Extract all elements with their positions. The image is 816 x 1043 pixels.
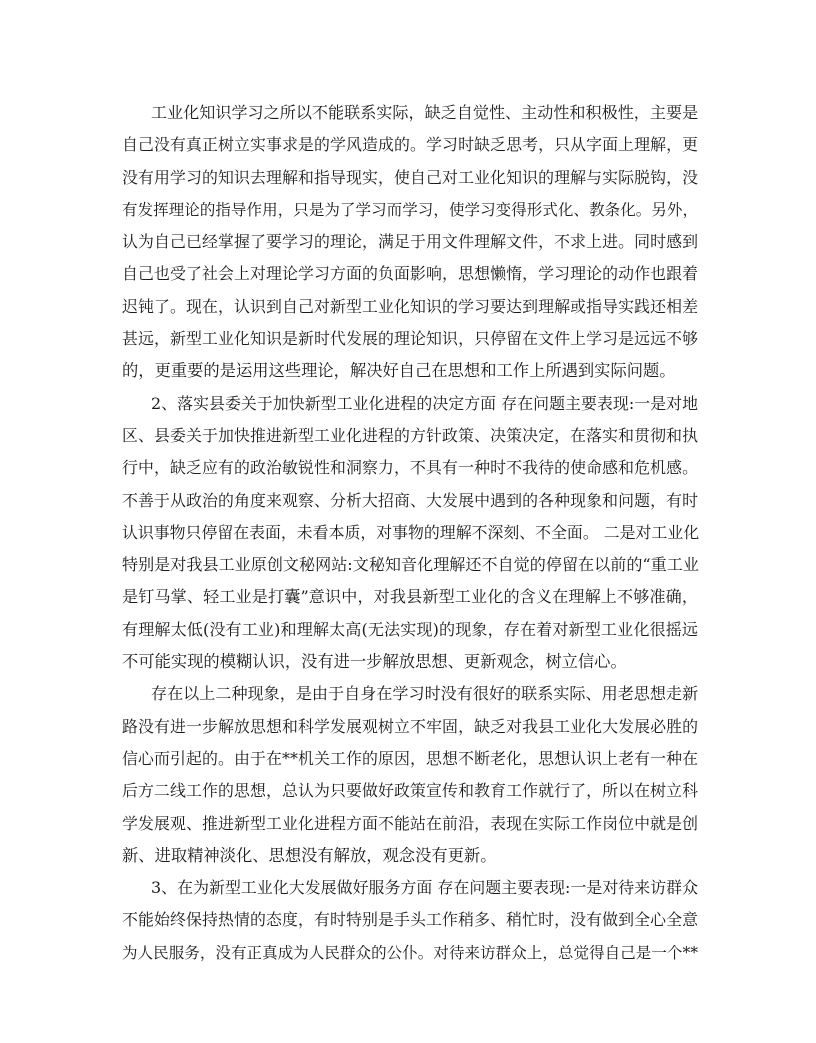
- text-line: 甚远，新型工业化知识是新时代发展的理论知识，只停留在文件上学习是远远不够: [122, 329, 698, 349]
- text-line: 有发挥理论的指导作用，只是为了学习而学习，使学习变得形式化、教条化。另外，: [122, 200, 698, 219]
- text-line: 不可能实现的模糊认识，没有进一步解放思想、更新观念，树立信心。: [122, 652, 627, 672]
- text-line: 不能始终保持热情的态度，有时特别是手头工作稍多、稍忙时，没有做到全心全意: [122, 910, 698, 930]
- text-line: 行中，缺乏应有的政治敏锐性和洞察力，不具有一种时不我待的使命感和危机感。: [122, 458, 698, 478]
- text-line: 学发展观、推进新型工业化进程方面不能站在前沿，表现在实际工作岗位中就是创: [122, 813, 698, 833]
- text-line: 新、进取精神淡化、思想没有解放，观念没有更新。: [122, 845, 497, 865]
- text-line: 3、在为新型工业化大发展做好服务方面 存在问题主要表现:一是对待来访群众: [151, 878, 698, 898]
- text-line: 认为自己已经掌握了要学习的理论，满足于用文件理解文件，不求上进。同时感到: [122, 232, 698, 252]
- text-line: 区、县委关于加快推进新型工业化进程的方针政策、决策决定，在落实和贯彻和执: [122, 425, 698, 445]
- text-line: 没有用学习的知识去理解和指导现实，使自己对工业化知识的理解与实际脱钩，没: [122, 167, 698, 187]
- text-line: 2、落实县委关于加快新型工业化进程的决定方面 存在问题主要表现:一是对地: [151, 393, 698, 413]
- text-line: 有理解太低(没有工业)和理解太高(无法实现)的现象，存在着对新型工业化很摇远: [122, 619, 698, 639]
- text-line: 存在以上二种现象，是由于自身在学习时没有很好的联系实际、用老思想走新: [151, 684, 699, 704]
- text-line: 为人民服务，没有正真成为人民群众的公仆。对待来访群众上，总觉得自己是一个**: [122, 943, 698, 962]
- text-line: 自己也受了社会上对理论学习方面的负面影响，思想懒惰，学习理论的动作也跟着: [122, 264, 698, 284]
- text-line: 迟钝了。现在，认识到自己对新型工业化知识的学习要达到理解或指导实践还相差: [122, 296, 698, 316]
- text-line: 是钉马掌、轻工业是打囊”意识中，对我县新型工业化的含义在理解上不够准确，: [122, 587, 698, 607]
- text-line: 后方二线工作的思想，总认为只要做好政策宣传和教育工作就行了，所以在树立科: [122, 781, 698, 801]
- document-body: [122, 97, 698, 969]
- text-line: 认识事物只停留在表面，未看本质，对事物的理解不深刻、不全面。 二是对工业化: [122, 522, 700, 542]
- text-line: 特别是对我县工业原创文秘网站:文秘知音化理解还不自觉的停留在以前的“重工业: [122, 555, 699, 575]
- text-line: 路没有进一步解放思想和科学发展观树立不牢固，缺乏对我县工业化大发展必胜的: [122, 716, 698, 736]
- text-line: 自己没有真正树立实事求是的学风造成的。学习时缺乏思考，只从字面上理解，更: [122, 135, 698, 155]
- text-line: 信心而引起的。由于在**机关工作的原因，思想不断老化，思想认识上老有一种在: [122, 748, 698, 768]
- text-line: 工业化知识学习之所以不能联系实际，缺乏自觉性、主动性和积极性，主要是: [151, 103, 699, 122]
- text-line: 不善于从政治的角度来观察、分析大招商、大发展中遇到的各种现象和问题，有时: [122, 490, 698, 510]
- text-line: 的，更重要的是运用这些理论，解决好自己在思想和工作上所遇到实际问题。: [122, 361, 676, 381]
